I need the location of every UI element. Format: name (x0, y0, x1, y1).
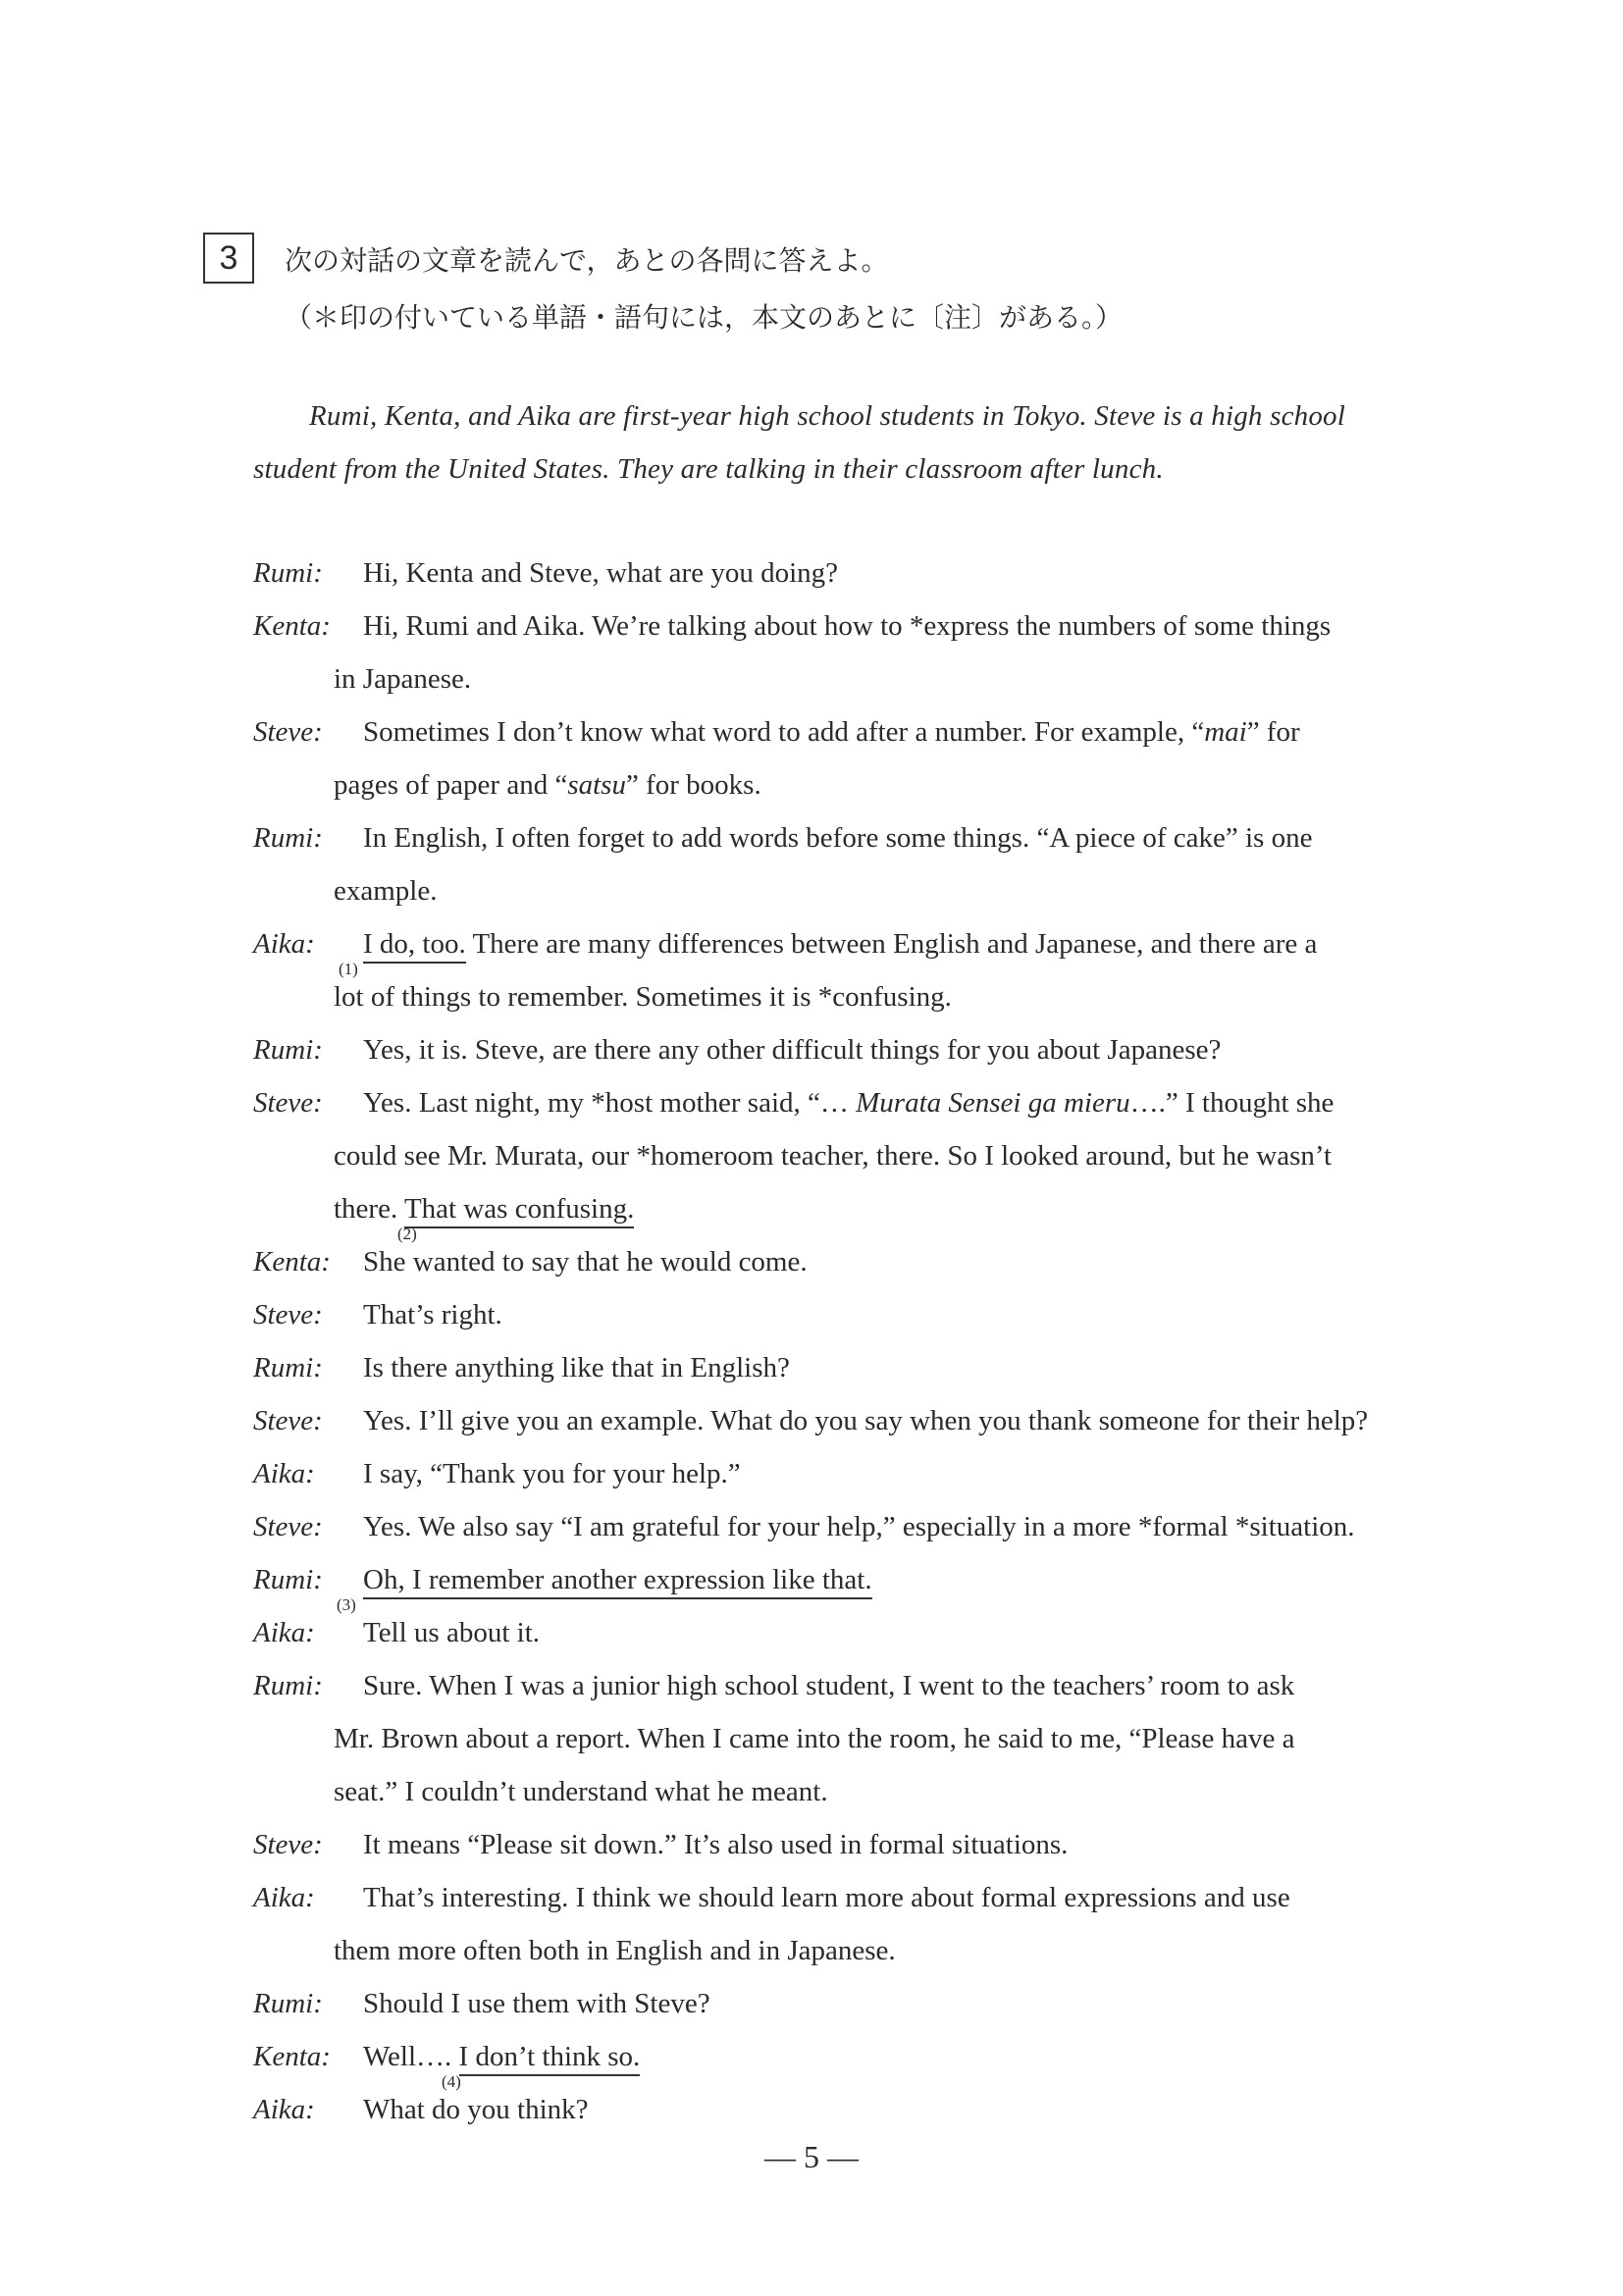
dialogue-line: Well…. I don’t think so. (363, 2041, 640, 2073)
dialogue-line-continuation: in Japanese. (334, 663, 472, 695)
dialogue-line: In English, I often forget to add words before some things. “A piece of cake” is one (363, 822, 1313, 854)
dialogue-line: I do, too. There are many differences between English and Japanese, and there are a (363, 928, 1317, 961)
dialogue-line: Yes, it is. Steve, are there any other difficult things for you about Japanese? (363, 1034, 1222, 1066)
instruction-text: 次の対話の文章を読んで，あとの各問に答えよ。 (285, 244, 889, 277)
underline-marker-2: (2) (397, 1225, 417, 1243)
dialogue-line-continuation: lot of things to remember. Sometimes it is *confusing. (334, 981, 952, 1013)
dialogue-line: Yes. Last night, my *host mother said, “… Murata Sensei ga mieru….” I thought she (363, 1087, 1335, 1119)
dialogue-line: Sometimes I don’t know what word to add after a number. For example, “mai” for (363, 716, 1300, 748)
underlined-phrase-4: I don’t think so. (459, 2041, 641, 2076)
dialogue-line-continuation: seat.” I couldn’t understand what he meant. (334, 1776, 828, 1807)
speaker-label: Rumi: (253, 1670, 323, 1701)
dialogue-line-continuation: pages of paper and “satsu” for books. (334, 769, 761, 801)
speaker-label: Kenta: (253, 610, 331, 642)
speaker-label: Rumi: (253, 1034, 323, 1066)
dialogue-line: Is there anything like that in English? (363, 1352, 790, 1383)
speaker-label: Aika: (253, 2094, 315, 2125)
speaker-label: Steve: (253, 1299, 323, 1331)
speaker-label: Rumi: (253, 1564, 323, 1595)
speaker-label: Aika: (253, 1458, 315, 1489)
underlined-phrase-2: That was confusing. (404, 1193, 634, 1228)
dialogue-line-continuation: there. That was confusing. (334, 1193, 634, 1226)
underlined-phrase-1: I do, too. (363, 928, 466, 964)
dialogue-line: It means “Please sit down.” It’s also used in formal situations. (363, 1829, 1069, 1860)
dialogue-line-continuation: could see Mr. Murata, our *homeroom teacher, there. So I looked around, but he wasn’t (334, 1140, 1333, 1172)
speaker-label: Rumi: (253, 1988, 323, 2019)
speaker-label: Aika: (253, 1617, 315, 1648)
dialogue-line: Tell us about it. (363, 1617, 541, 1648)
dialogue-line: That’s interesting. I think we should learn more about formal expressions and use (363, 1882, 1290, 1913)
speaker-label: Rumi: (253, 822, 323, 854)
dialogue-line: Sure. When I was a junior high school student, I went to the teachers’ room to ask (363, 1670, 1295, 1701)
dialogue-line-continuation: example. (334, 875, 438, 907)
dialogue-line: Yes. I’ll give you an example. What do you say when you thank someone for their help? (363, 1405, 1369, 1436)
dialogue-line (363, 1564, 872, 1596)
underlined-phrase-3: Oh, I remember another expression like that. (363, 1564, 872, 1599)
speaker-label: Steve: (253, 716, 323, 748)
japanese-term: satsu (567, 769, 626, 801)
japanese-term: mai (1204, 716, 1247, 748)
vocabulary-note: （＊印の付いている単語・語句には，本文のあとに〔注〕がある。） (285, 301, 1124, 334)
dialogue-line: Hi, Rumi and Aika. We’re talking about how to *express the numbers of some things (363, 610, 1332, 642)
speaker-label: Steve: (253, 1511, 323, 1542)
intro-line-1: Rumi, Kenta, and Aika are first-year high school students in Tokyo. Steve is a high school (309, 400, 1345, 432)
underline-marker-1: (1) (339, 960, 358, 978)
dialogue-line: That’s right. (363, 1299, 502, 1331)
underline-marker-3: (3) (337, 1595, 356, 1614)
dialogue-line-continuation: them more often both in English and in Japanese. (334, 1935, 896, 1966)
underline-marker-4: (4) (442, 2072, 461, 2091)
dialogue-line: What do you think? (363, 2094, 589, 2125)
speaker-label: Aika: (253, 928, 315, 960)
dialogue-line-continuation: Mr. Brown about a report. When I came into the room, he said to me, “Please have a (334, 1723, 1295, 1754)
question-number-box: 3 (203, 233, 254, 284)
page-number: — 5 — (764, 2139, 859, 2174)
speaker-label: Steve: (253, 1087, 323, 1119)
japanese-term: Murata Sensei ga mieru (856, 1087, 1130, 1119)
dialogue-line: Hi, Kenta and Steve, what are you doing? (363, 557, 838, 589)
intro-line-2: student from the United States. They are talking in their classroom after lunch. (253, 453, 1164, 485)
speaker-label: Kenta: (253, 1246, 331, 1278)
dialogue-line: I say, “Thank you for your help.” (363, 1458, 741, 1489)
dialogue-line: Should I use them with Steve? (363, 1988, 710, 2019)
dialogue-line: She wanted to say that he would come. (363, 1246, 808, 1278)
speaker-label: Steve: (253, 1405, 323, 1436)
speaker-label: Rumi: (253, 1352, 323, 1383)
speaker-label: Steve: (253, 1829, 323, 1860)
speaker-label: Kenta: (253, 2041, 331, 2072)
dialogue-line: Yes. We also say “I am grateful for your help,” especially in a more *formal *situation. (363, 1511, 1355, 1542)
speaker-label: Aika: (253, 1882, 315, 1913)
speaker-label: Rumi: (253, 557, 323, 589)
